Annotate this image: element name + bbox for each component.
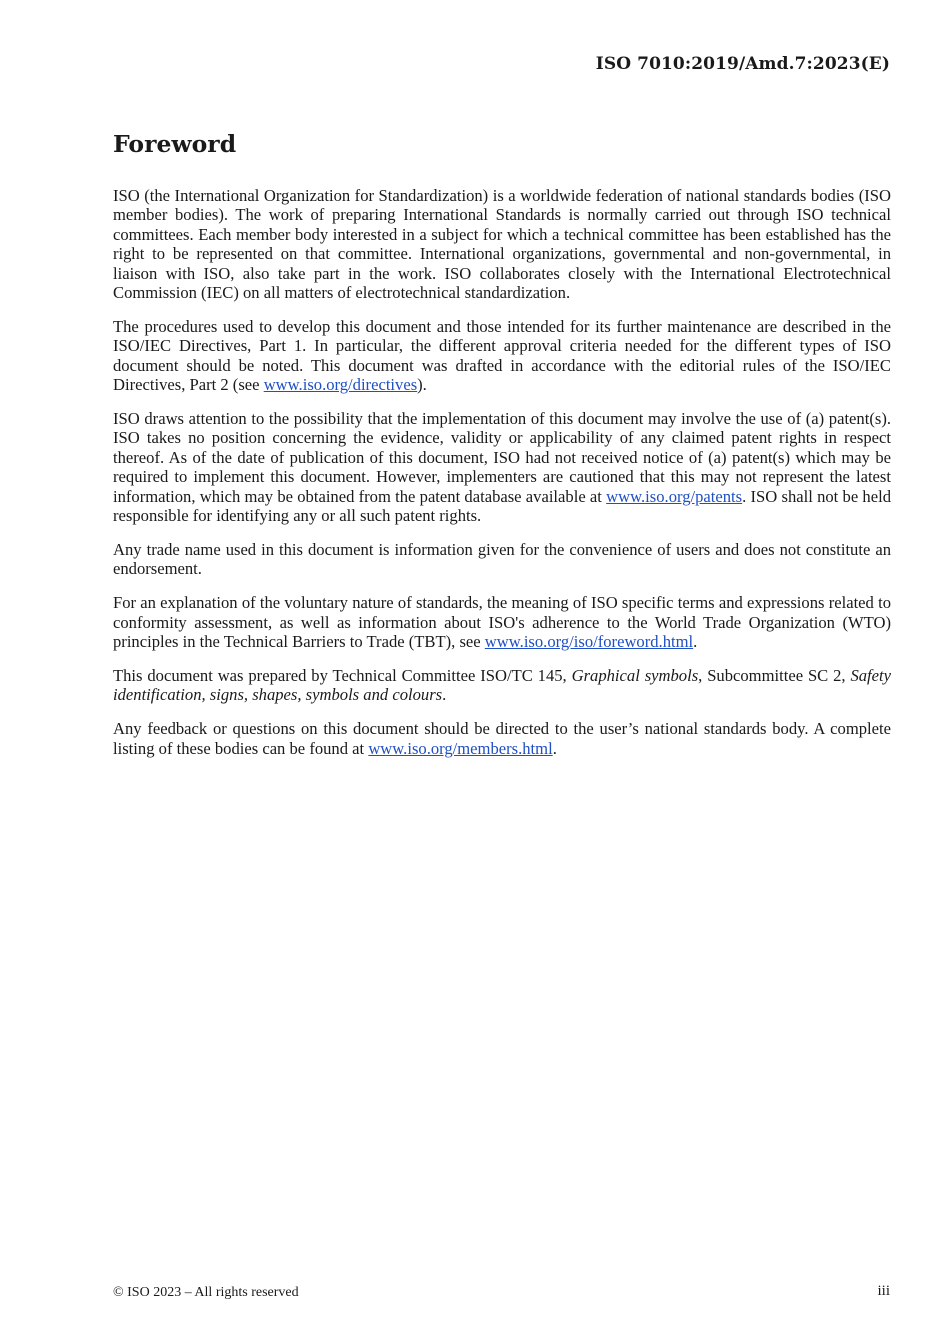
paragraph-text: This document was prepared by Technical Committee ISO/TC 145, [113, 666, 572, 686]
paragraph-text: . ISO shall not be held responsible for identifying any or all such patent rights. [113, 486, 892, 526]
subcommittee-title: Safety identification, signs, shapes, symbols and colours [113, 666, 891, 705]
paragraph-feedback [113, 719, 891, 758]
paragraph-trade-name: Any trade name used in this document is information given for the convenience of users and does not constitute an endorsement. [113, 540, 891, 579]
page-number: iii [877, 1283, 890, 1299]
paragraph-text: , Subcommittee SC 2, [698, 666, 851, 686]
paragraph-committee [113, 666, 891, 705]
foreword-link[interactable]: www.iso.org/iso/foreword.html [484, 632, 694, 652]
paragraph-text: ISO draws attention to the possibility that the implementation of this document may involve the use of (a) patent(s). ISO takes no position concerning the evidence, validity or applicability of any claimed patent rights in respect thereof. As of the date of publication of this document, ISO had not received notice of (a) patent(s) which may be required to implement this document. However, implementers are cautioned that this may not represent the latest information, which may be obtained from the patent database available at [113, 409, 891, 506]
committee-title: Graphical symbols [571, 666, 699, 686]
paragraph-procedures [113, 317, 891, 395]
foreword-body [113, 186, 891, 773]
page-title: Foreword [113, 130, 237, 158]
members-link[interactable]: www.iso.org/members.html [368, 738, 553, 758]
paragraph-text: The procedures used to develop this document and those intended for its further maintenance are described in the ISO/IEC Directives, Part 1. In particular, the different approval criteria needed for the different types of ISO document should be noted. This document was drafted in accordance with the editorial rules of the ISO/IEC Directives, Part 2 (see [113, 316, 891, 395]
paragraph-text: . [693, 632, 698, 652]
directives-link[interactable]: www.iso.org/directives [263, 375, 418, 395]
document-identifier: ISO 7010:2019/Amd.7:2023(E) [595, 54, 890, 74]
paragraph-text: . [442, 685, 447, 705]
paragraph-text: ). [417, 375, 427, 395]
paragraph-iso-intro: ISO (the International Organization for Standardization) is a worldwide federation of national standards bodies (ISO member bodies). The work of preparing International Standards is normally carried out through ISO technical committees. Each member body interested in a subject for which a technical committee has been established has the right to be represented on that committee. International organizations, governmental and non-governmental, in liaison with ISO, also take part in the work. ISO collaborates closely with the International Electrotechnical Commission (IEC) on all matters of electrotechnical standardization. [113, 186, 891, 303]
paragraph-text: . [552, 738, 557, 758]
paragraph-patents [113, 409, 891, 525]
paragraph-text: For an explanation of the voluntary nature of standards, the meaning of ISO specific terms and expressions related to conformity assessment, as well as information about ISO's adherence to the World Trade Organization (WTO) principles in the Technical Barriers to Trade (TBT), see [113, 593, 891, 652]
patents-link[interactable]: www.iso.org/patents [606, 486, 743, 506]
paragraph-voluntary-nature [113, 593, 891, 651]
paragraph-text: Any feedback or questions on this document should be directed to the user’s national standards body. A complete listing of these bodies can be found at [113, 719, 891, 758]
footer-copyright: © ISO 2023 – All rights reserved [113, 1285, 299, 1300]
